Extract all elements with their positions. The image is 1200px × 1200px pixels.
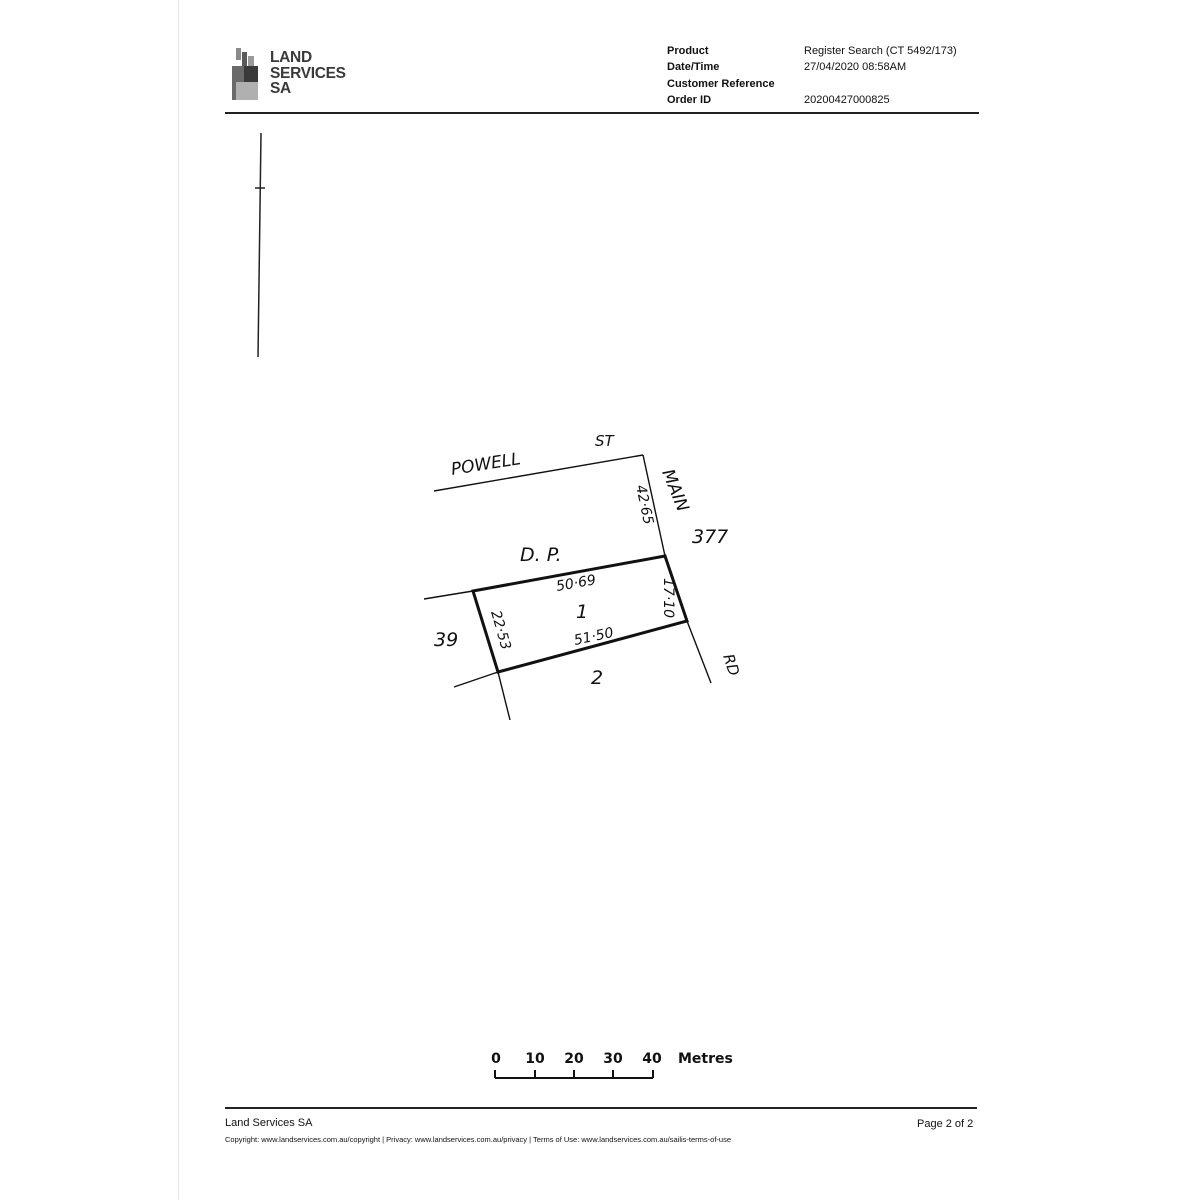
st-abbrev-label: ST [595, 432, 614, 450]
logo-line-2: SERVICES [270, 64, 346, 82]
dimension-17-10: 17·10 [660, 578, 676, 619]
meta-label-product: Product [667, 45, 709, 57]
scale-tick-0: 0 [491, 1051, 501, 1067]
lot-377-label: 377 [692, 526, 729, 548]
lot-1-label: 1 [576, 601, 589, 623]
meta-value-datetime: 27/04/2020 08:58AM [804, 61, 907, 74]
west-extension-line [498, 672, 510, 720]
scale-tick-20: 20 [564, 1051, 584, 1067]
scale-unit-label: Metres [678, 1051, 733, 1067]
main-rd-road-line [687, 621, 711, 683]
meta-value-product: Register Search (CT 5492/173) [804, 45, 957, 57]
page-number: Page 2 of 2 [917, 1118, 974, 1130]
lot2-boundary-line [454, 672, 498, 687]
footer-divider [225, 1107, 977, 1109]
lot-39-label: 39 [434, 629, 459, 651]
meta-label-order-id: Order ID [667, 94, 712, 107]
dimension-42-65: 42·65 [632, 483, 657, 527]
main-road-label: MAIN [657, 466, 693, 515]
footer-copyright-links: Copyright: www.landservices.com.au/copyright | Privacy: www.landservices.com.au/privacy | Terms of Use: www.landservices.com.au/sailis-terms-of-use [225, 1135, 732, 1144]
lot-2-label: 2 [591, 667, 604, 689]
lot39-boundary-line [424, 591, 473, 599]
powell-street-label: POWELL [449, 449, 523, 480]
margin-mark [255, 133, 265, 357]
logo-line-3: SA [270, 80, 291, 97]
meta-label-datetime: Date/Time [667, 61, 720, 74]
scale-tick-30: 30 [603, 1051, 623, 1067]
scale-tick-40: 40 [642, 1051, 662, 1067]
footer-organisation: Land Services SA [225, 1117, 313, 1129]
scale-tick-10: 10 [525, 1051, 545, 1067]
dimension-22-53: 22·53 [487, 608, 514, 652]
dimension-51-50: 51·50 [572, 624, 616, 649]
meta-label-customer-reference: Customer Reference [667, 77, 775, 90]
dimension-50-69: 50·69 [554, 572, 598, 595]
rd-abbrev-label: RD [719, 651, 744, 679]
dp-label: D. P. [520, 544, 562, 566]
logo-line-1: LAND [270, 49, 312, 66]
meta-value-order-id: 20200427000825 [804, 94, 890, 107]
scale-bar [491, 1051, 733, 1078]
